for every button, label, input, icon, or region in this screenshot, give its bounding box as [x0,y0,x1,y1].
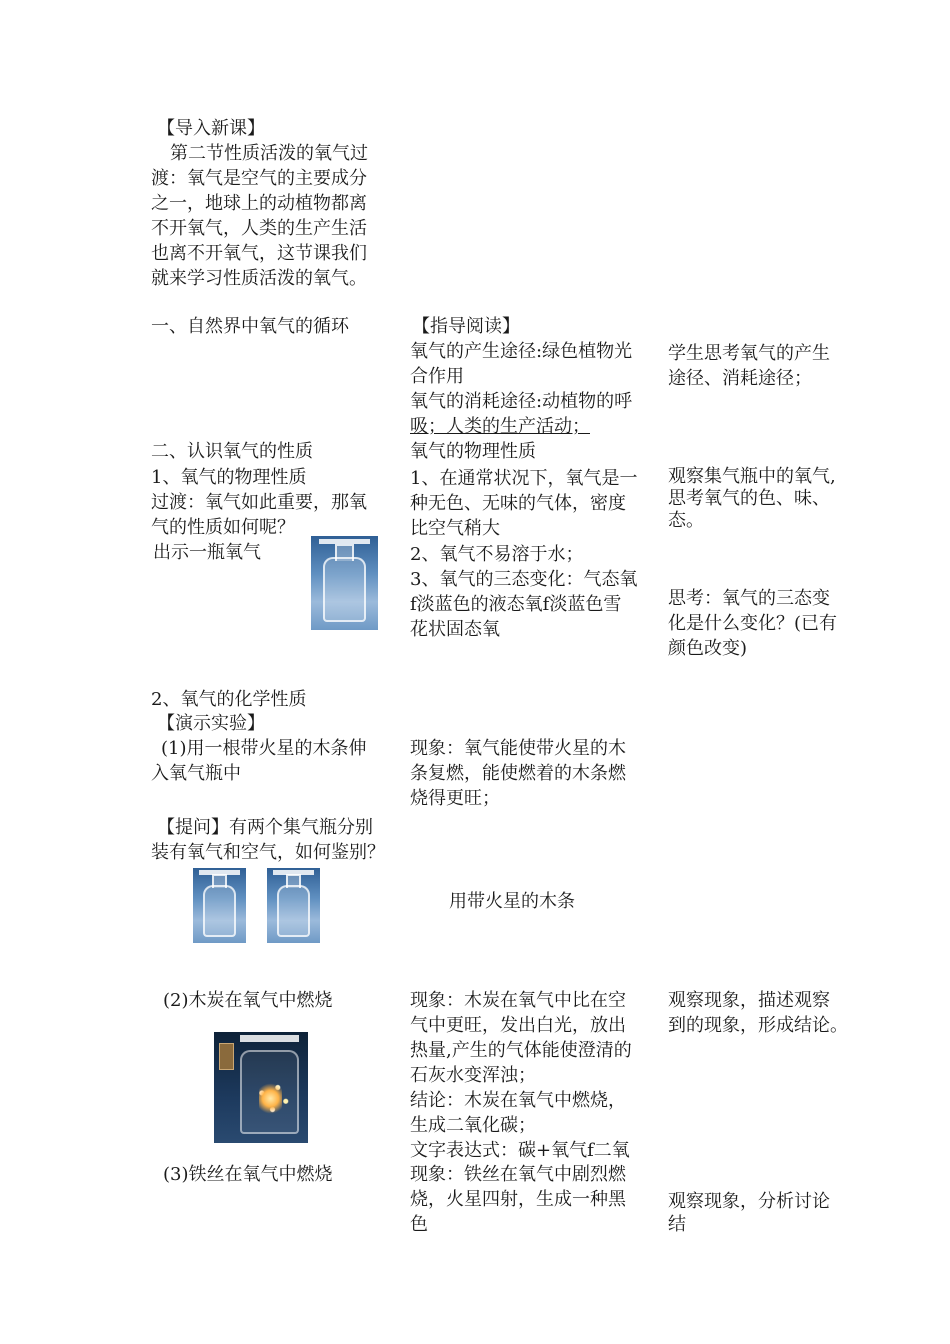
section2-right-line: 观察集气瓶中的氧气, [668,466,836,487]
exp2-result-line: 文字表达式：碳+氧气f二氧 [410,1140,630,1161]
physical-line: 种无色、无味的气体，密度 [410,493,626,514]
physical-line: 花状固态氧 [410,619,500,640]
exp1-result-line: 现象：氧气能使带火星的木 [410,738,626,759]
question-line: 【提问】有两个集气瓶分别 [157,817,373,838]
physical-line: f淡蓝色的液态氧f淡蓝色雪 [410,594,622,615]
exp3-right-line: 观察现象，分析讨论 [668,1191,830,1212]
intro-line: 第二节性质活泼的氧气过 [170,143,368,164]
physical-line: 2、氧气不易溶于水； [410,544,584,565]
section1-mid-line: 氧气的产生途径:绿色植物光 [410,341,633,362]
oxygen-bottle-image [311,536,378,630]
section1-right-line: 学生思考氧气的产生 [668,343,830,364]
think-line: 思考：氧气的三态变 [668,588,830,609]
section2-right-line: 思考氧气的色、味、 [668,488,830,509]
exp2-title: (2)木炭在氧气中燃烧 [163,990,333,1011]
section2-left-line: 气的性质如何呢？ [151,517,295,538]
intro-heading: 【导入新课】 [157,118,265,139]
charcoal-burning-image [214,1032,308,1143]
exp3-result-line: 现象：铁丝在氧气中剧烈燃 [410,1164,626,1185]
section2-left-line: 过渡：氧气如此重要，那氧 [151,492,367,513]
exp1-result-line: 烧得更旺； [410,788,500,809]
exp2-result-line: 结论：木炭在氧气中燃烧， [410,1090,626,1111]
intro-line: 就来学习性质活泼的氧气。 [151,268,367,289]
section1-mid-underlined: 吸；人类的生产活动； [410,416,590,437]
demo-heading: 【演示实验】 [157,713,265,734]
chem-title: 2、氧气的化学性质 [151,689,307,710]
exp2-result-line: 生成二氧化碳； [410,1115,536,1136]
exp3-result-line: 烧，火星四射，生成一种黑 [410,1189,626,1210]
question-line: 装有氧气和空气，如何鉴别？ [151,842,385,863]
section1-mid-line: 氧气的消耗途径:动植物的呼 [410,391,633,412]
exp1-line: (1)用一根带火星的木条伸 [161,738,367,759]
exp2-result-line: 石灰水变浑浊； [410,1065,536,1086]
think-line: 颜色改变) [668,638,748,659]
section2-sub1: 1、氧气的物理性质 [151,467,307,488]
section2-title: 二、认识氧气的性质 [151,441,313,462]
exp1-result-line: 条复燃，能使燃着的木条燃 [410,763,626,784]
physical-line: 3、氧气的三态变化：气态氧 [410,569,638,590]
bottle-image-b [267,868,320,943]
exp2-right-line: 观察现象，描述观察 [668,990,830,1011]
intro-line: 也离不开氧气，这节课我们 [151,243,367,264]
exp3-result-line: 色 [410,1214,428,1235]
section1-title: 一、自然界中氧气的循环 [151,316,349,337]
exp2-result-line: 热量,产生的气体能使澄清的 [410,1040,632,1061]
exp1-line: 入氧气瓶中 [151,763,241,784]
show-bottle-text: 出示一瓶氧气 [153,542,261,563]
physical-heading: 氧气的物理性质 [410,441,536,462]
exp2-result-line: 气中更旺，发出白光，放出 [410,1015,626,1036]
exp2-result-line: 现象：木炭在氧气中比在空 [410,990,626,1011]
think-line: 化是什么变化？(已有 [668,613,838,634]
identify-answer: 用带火星的木条 [449,891,575,912]
exp2-right-line: 到的现象，形成结论。 [668,1015,848,1036]
section2-right-line: 态。 [668,510,704,531]
guide-heading: 【指导阅读】 [412,316,520,337]
bottle-image-a [193,868,246,943]
physical-line: 1、在通常状况下，氧气是一 [410,468,638,489]
intro-line: 渡：氧气是空气的主要成分 [151,168,367,189]
exp3-title: (3)铁丝在氧气中燃烧 [163,1164,333,1185]
exp3-right-line: 结 [668,1214,686,1235]
intro-line: 不开氧气，人类的生产生活 [151,218,367,239]
section1-right-line: 途径、消耗途径； [668,368,812,389]
intro-line: 之一，地球上的动植物都离 [151,193,367,214]
physical-line: 比空气稍大 [410,518,500,539]
section1-mid-line: 合作用 [410,366,464,387]
